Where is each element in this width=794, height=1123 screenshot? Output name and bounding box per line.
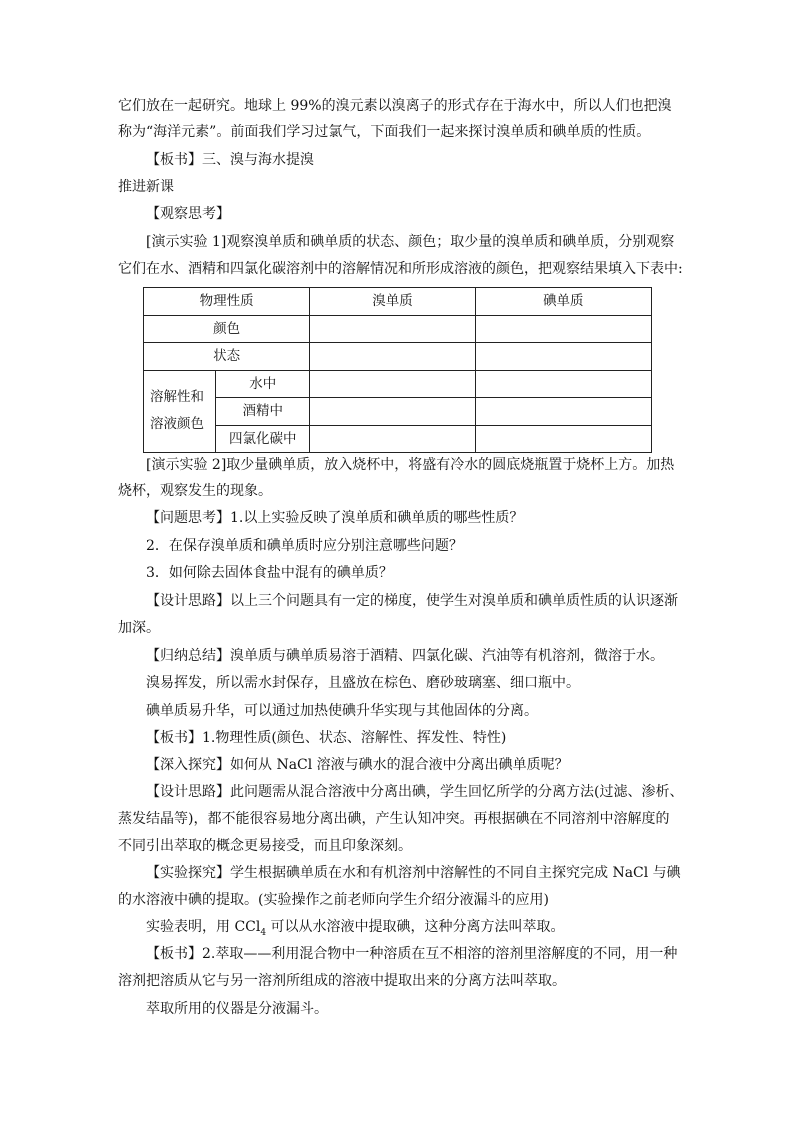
solvent-label: 四氯化碳中 [216, 425, 310, 453]
paragraph: 【实验探究】学生根据碘单质在水和有机溶剂中溶解性的不同自主探究完成 NaCl 与碘 [146, 865, 681, 881]
properties-table [143, 287, 652, 453]
table-header-cell: 溴单质 [310, 288, 475, 316]
question: 3．如何除去固体食盐中混有的碘单质？ [146, 565, 393, 581]
paragraph: [演示实验 1]观察溴单质和碘单质的状态、颜色；取少量的溴单质和碘单质，分别观察 [146, 234, 675, 250]
paragraph: 【设计思路】此问题需从混合溶液中分离出碘，学生回忆所学的分离方法(过滤、渗析、 [146, 784, 684, 800]
paragraph: 它们放在一起研究。地球上 99%的溴元素以溴离子的形式存在于海水中，所以人们也把溴 [118, 98, 672, 114]
solvent-label: 水中 [216, 370, 310, 398]
paragraph: 【归纳总结】溴单质与碘单质易溶于酒精、四氯化碳、汽油等有机溶剂，微溶于水。 [146, 648, 664, 664]
question: 2．在保存溴单质和碘单质时应分别注意哪些问题？ [146, 538, 463, 554]
paragraph: 【深入探究】如何从 NaCl 溶液与碘水的混合液中分离出碘单质呢？ [146, 757, 569, 773]
row-label: 状态 [144, 343, 310, 371]
paragraph: [演示实验 2]取少量碘单质，放入烧杯中，将盛有冷水的圆底烧瓶置于烧杯上方。加热 [146, 457, 675, 473]
paragraph: 蒸发结晶等)，都不能很容易地分离出碘，产生认知冲突。再根据碘在不同溶剂中溶解度的 [118, 811, 670, 827]
table-cell [310, 425, 475, 453]
subscript: 4 [260, 927, 267, 938]
table-row [144, 315, 652, 343]
board-heading: 【板书】三、溴与海水提溴 [146, 152, 314, 168]
section-heading: 推进新课 [118, 179, 174, 195]
table-cell [310, 315, 475, 343]
table-row [144, 370, 652, 398]
table-header-cell: 碘单质 [475, 288, 651, 316]
table-cell [475, 343, 651, 371]
paragraph: 萃取所用的仪器是分液漏斗。 [146, 1001, 328, 1017]
paragraph: 加深。 [118, 620, 160, 636]
paragraph: 【设计思路】以上三个问题具有一定的梯度，使学生对溴单质和碘单质性质的认识逐渐 [146, 593, 678, 609]
table-cell [475, 315, 651, 343]
table-row [144, 343, 652, 371]
group-label-line: 溶液颜色 [150, 416, 204, 433]
table-cell [310, 343, 475, 371]
paragraph: 烧杯，观察发生的现象。 [118, 483, 272, 499]
text-span: 可以从水溶液中提取碘，这种分离方法叫萃取。 [270, 919, 565, 935]
table-header-cell: 物理性质 [144, 288, 310, 316]
paragraph: 称为“海洋元素”。前面我们学习过氯气，下面我们一起来探讨溴单质和碘单质的性质。 [118, 124, 651, 140]
board-heading: 【板书】2.萃取——利用混合物中一种溶质在互不相溶的溶剂里溶解度的不同，用一种 [146, 946, 678, 962]
paragraph: 碘单质易升华，可以通过加热使碘升华实现与其他固体的分离。 [146, 703, 538, 719]
table-row [144, 398, 652, 426]
table-cell [475, 398, 651, 426]
table-cell [310, 370, 475, 398]
row-label: 颜色 [144, 315, 310, 343]
paragraph: 溴易挥发，所以需水封保存，且盛放在棕色、磨砂玻璃塞、细口瓶中。 [146, 675, 580, 691]
paragraph: 溶剂把溶质从它与另一溶剂所组成的溶液中提取出来的分离方法叫萃取。 [118, 973, 566, 989]
table-cell [475, 370, 651, 398]
paragraph: 它们在水、酒精和四氯化碳溶剂中的溶解情况和所形成溶液的颜色，把观察结果填入下表中: [118, 261, 683, 277]
question: 【问题思考】1.以上实验反映了溴单质和碘单质的哪些性质？ [146, 510, 524, 526]
paragraph: 【观察思考】 [146, 206, 230, 222]
table-header-row [144, 288, 652, 316]
group-label-line: 溶解性和 [150, 389, 204, 406]
table-row [144, 425, 652, 453]
board-heading: 【板书】1.物理性质(颜色、状态、溶解性、挥发性、特性) [146, 730, 507, 746]
table-cell [475, 425, 651, 453]
group-label [144, 370, 216, 453]
paragraph: 的水溶液中碘的提取。(实验操作之前老师向学生介绍分液漏斗的应用) [118, 892, 549, 908]
solvent-label: 酒精中 [216, 398, 310, 426]
text-span: 实验表明，用 CCl [146, 919, 261, 935]
paragraph: 不同引出萃取的概念更易接受，而且印象深刻。 [118, 838, 412, 854]
table-cell [310, 398, 475, 426]
